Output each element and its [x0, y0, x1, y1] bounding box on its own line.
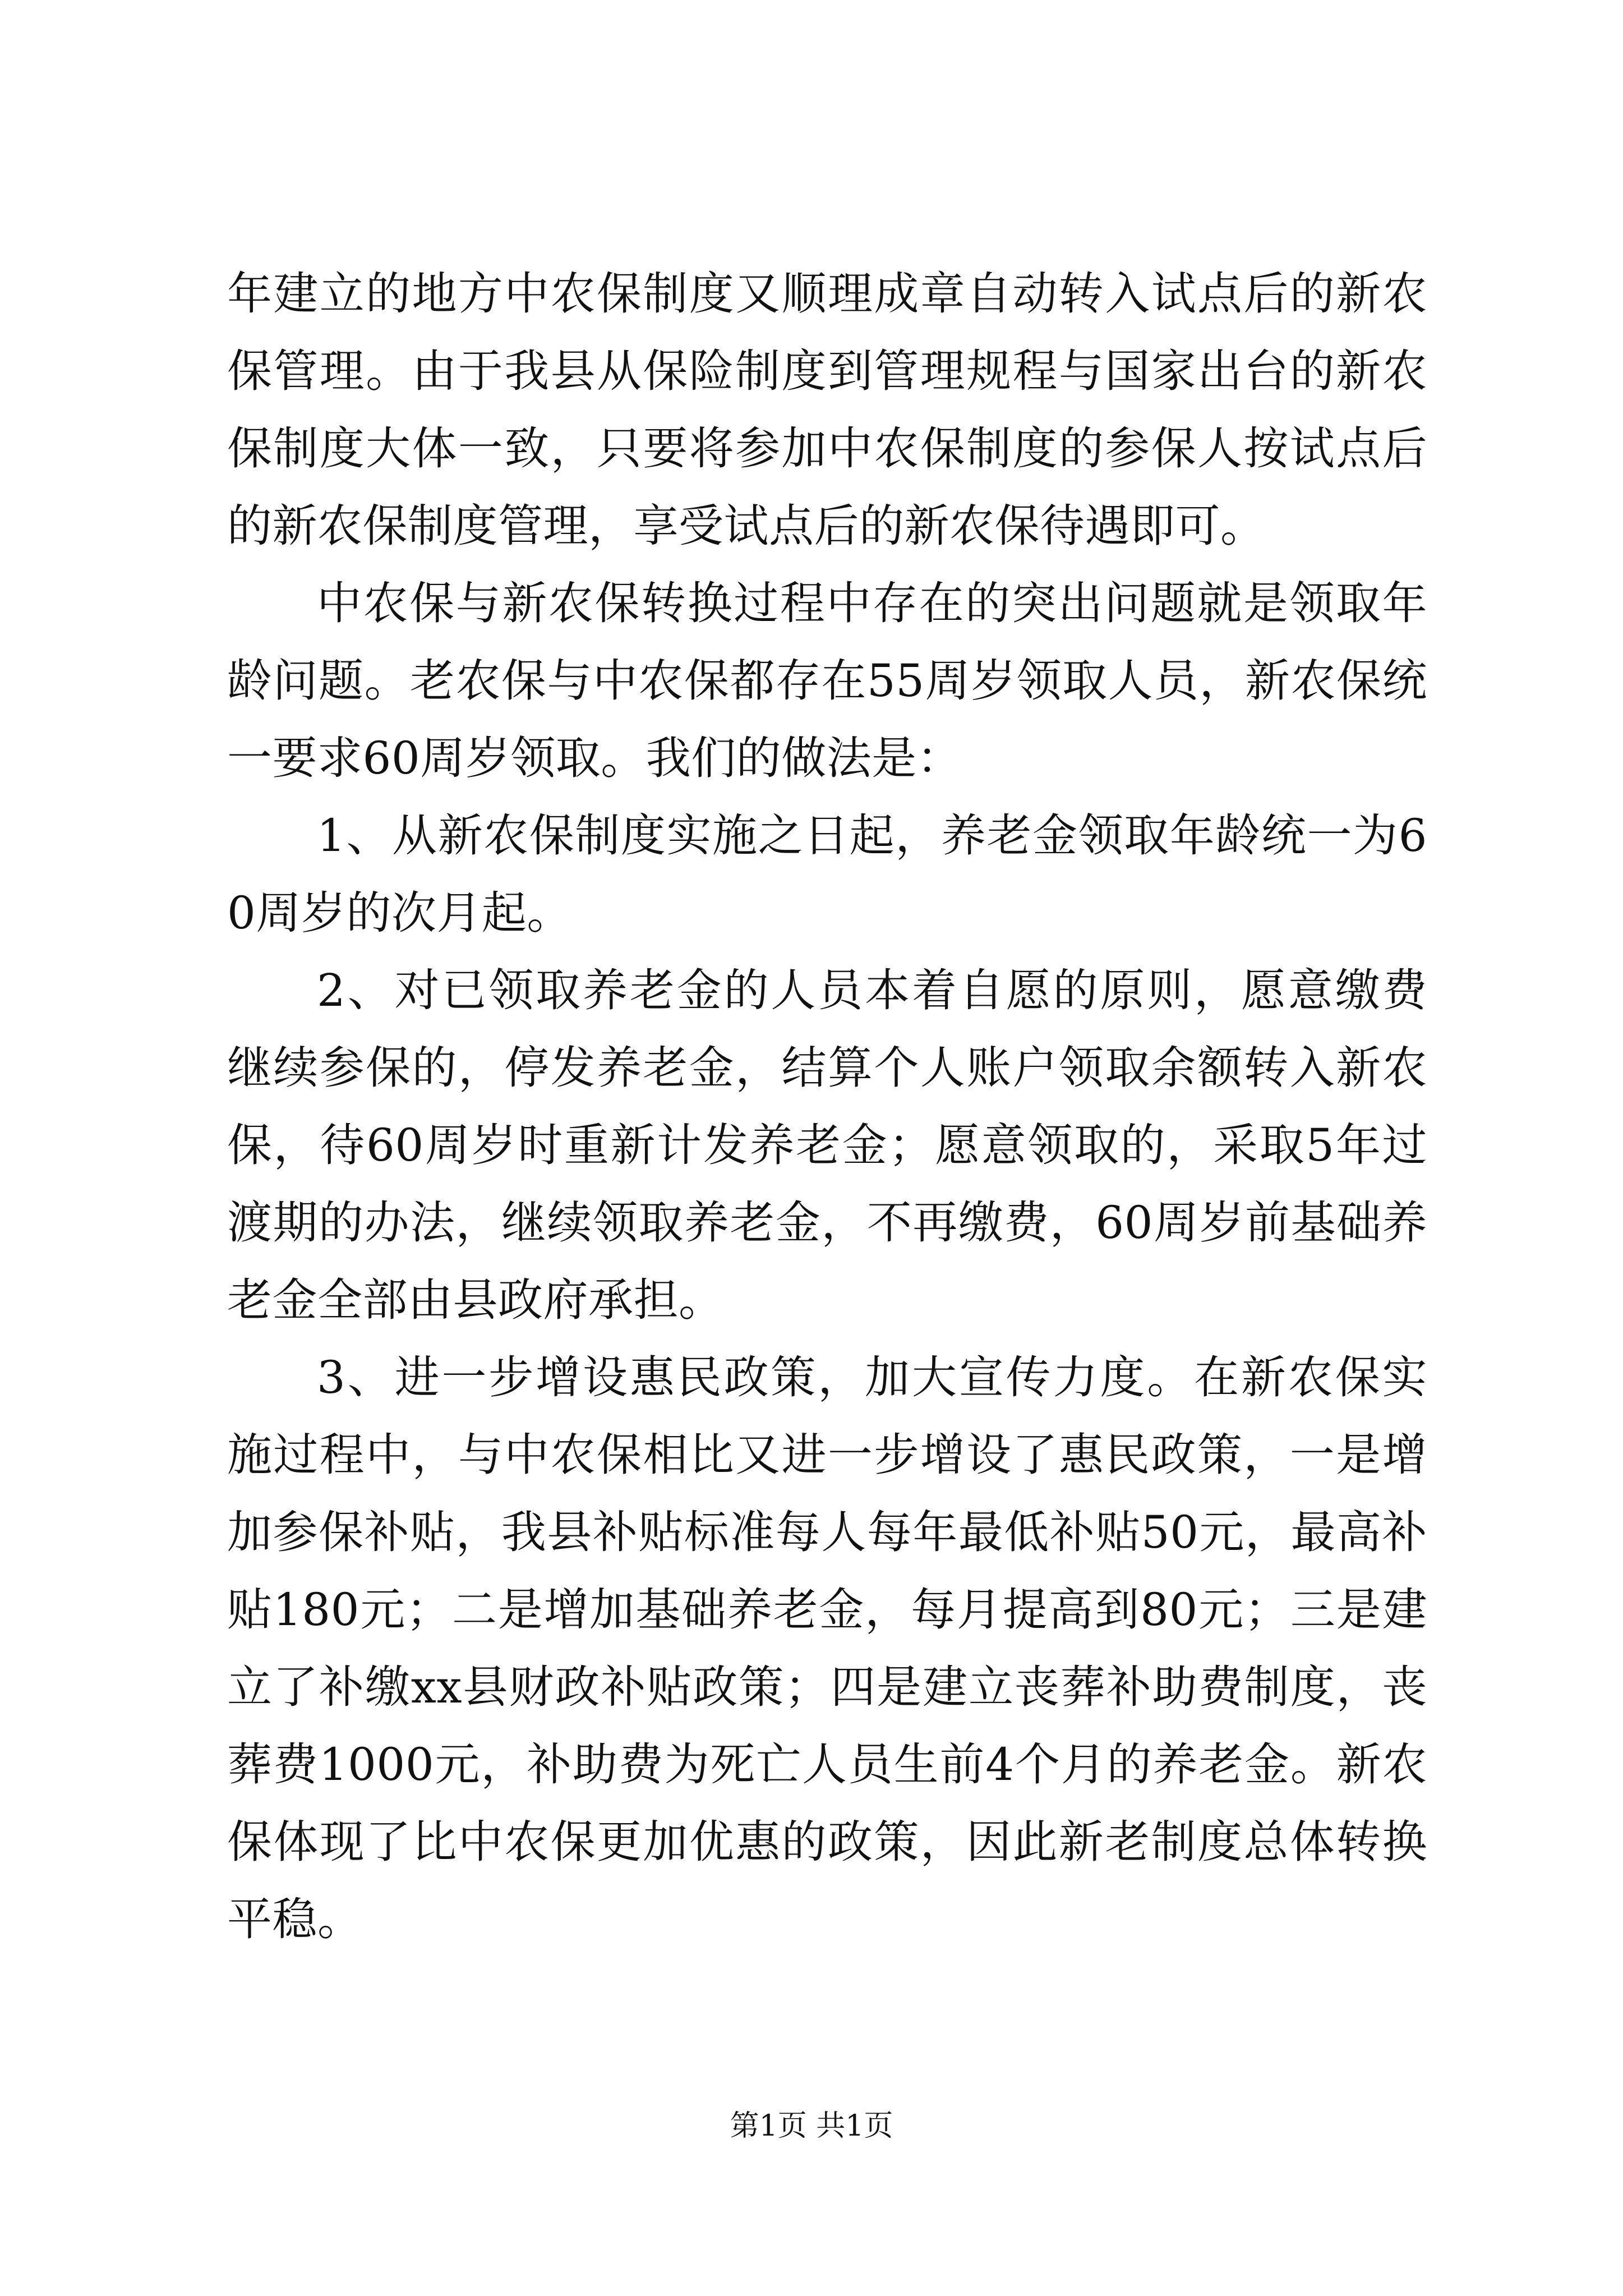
- page-footer: 第1页 共1页: [730, 2109, 893, 2143]
- document-body: [227, 255, 1427, 1958]
- paragraph-item-3: 3、进一步增设惠民政策，加大宣传力度。在新农保实施过程中，与中农保相比又进一步增设了惠民政策，一是增加参保补贴，我县补贴标准每人每年最低补贴50元，最高补贴180元；二是增加基础养老金，每月提高到80元；三是建立了补缴xx县财政补贴政策；四是建立丧葬补助费制度，丧葬费1000元，补助费为死亡人员生前4个月的养老金。新农保体现了比中农保更加优惠的政策，因此新老制度总体转换平稳。: [227, 1351, 1427, 1945]
- paragraph-item-2: 2、对已领取养老金的人员本着自愿的原则，愿意缴费继续参保的，停发养老金，结算个人账户领取余额转入新农保，待60周岁时重新计发养老金；愿意领取的，采取5年过渡期的办法，继续领取养老金，不再缴费，60周岁前基础养老金全部由县政府承担。: [227, 964, 1427, 1326]
- paragraph-item-1: 1、从新农保制度实施之日起，养老金领取年龄统一为60周岁的次月起。: [227, 809, 1427, 939]
- paragraph-age-issue: 中农保与新农保转换过程中存在的突出问题就是领取年龄问题。老农保与中农保都存在55周岁领取人员，新农保统一要求60周岁领取。我们的做法是：: [227, 577, 1427, 784]
- paragraph-continuation: 年建立的地方中农保制度又顺理成章自动转入试点后的新农保管理。由于我县从保险制度到管理规程与国家出台的新农保制度大体一致，只要将参加中农保制度的参保人按试点后的新农保制度管理，享受试点后的新农保待遇即可。: [227, 268, 1427, 552]
